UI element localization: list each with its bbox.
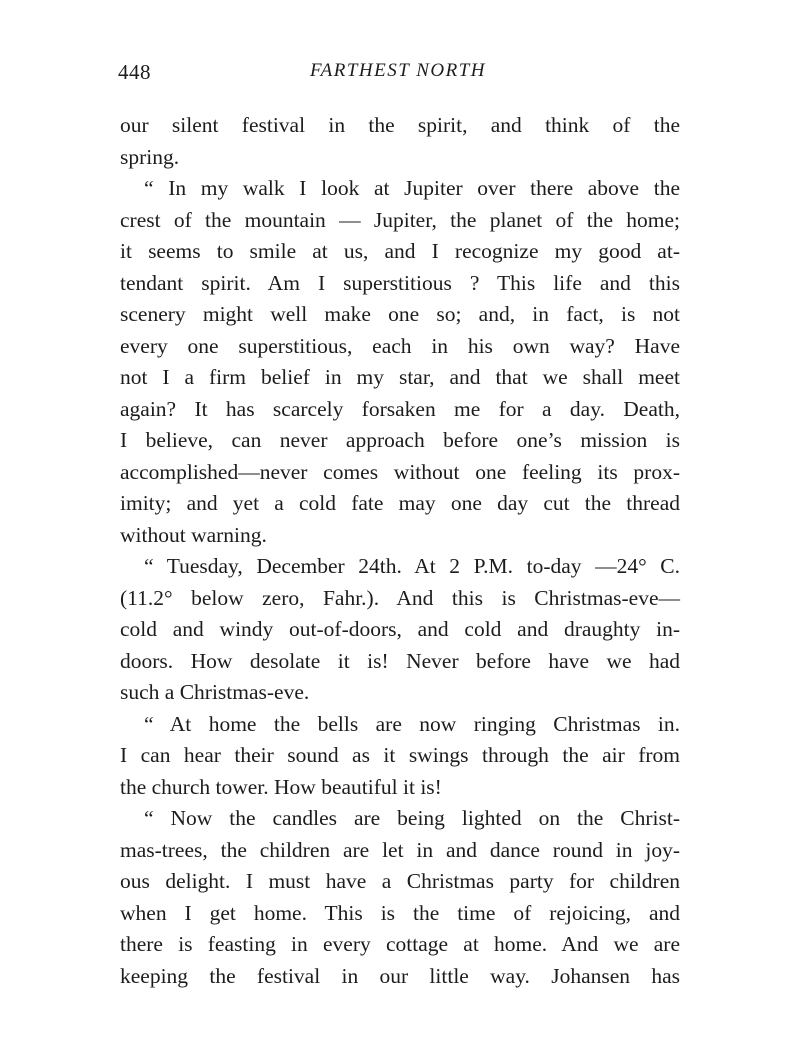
text-line: I can hear their sound as it swings through the air from xyxy=(120,743,680,767)
text-line: “ Now the candles are being lighted on the Christ- xyxy=(144,806,680,830)
text-line: “ At home the bells are now ringing Christmas in. xyxy=(144,711,680,736)
text-line: not I a firm belief in my star, and that we shall meet xyxy=(120,365,680,389)
text-line: scenery might well make one so; and, in fact, is not xyxy=(120,302,680,326)
text-line: imity; and yet a cold fate may one day cut the thread xyxy=(120,491,680,515)
text-line: ous delight. I must have a Christmas party for children xyxy=(120,869,680,893)
text-line: accomplished—never comes without one feeling its prox- xyxy=(120,459,680,484)
text-line: the church tower. How beautiful it is! xyxy=(120,774,442,799)
text-line: it seems to smile at us, and I recognize my good at- xyxy=(120,239,680,263)
text-line: every one superstitious, each in his own way? Have xyxy=(120,333,680,358)
running-head xyxy=(118,60,678,90)
page-number: 448 xyxy=(118,60,151,84)
text-line: again? It has scarcely forsaken me for a day. Death, xyxy=(120,396,680,421)
text-line: there is feasting in every cottage at home. And we are xyxy=(120,932,680,956)
running-title: FARTHEST NORTH xyxy=(309,60,487,81)
text-line: “ Tuesday, December 24th. At 2 P.M. to-day —24° C. xyxy=(144,554,680,578)
text-line: spring. xyxy=(120,144,180,169)
text-line: keeping the festival in our little way. Johansen has xyxy=(120,963,680,988)
text-line: cold and windy out-of-doors, and cold and draughty in- xyxy=(120,617,680,641)
text-line: mas-trees, the children are let in and dance round in joy- xyxy=(120,837,680,862)
text-line: I believe, can never approach before one’s mission is xyxy=(120,428,680,452)
text-line: (11.2° below zero, Fahr.). And this is Christmas-eve— xyxy=(120,585,680,610)
text-line: such a Christmas-eve. xyxy=(120,680,310,704)
text-line: tendant spirit. Am I superstitious ? This life and this xyxy=(120,270,680,295)
text-line: doors. How desolate it is! Never before have we had xyxy=(120,648,680,673)
body-text xyxy=(120,110,680,992)
text-line: “ In my walk I look at Jupiter over there above the xyxy=(144,176,680,200)
text-line: without warning. xyxy=(120,522,267,547)
text-line: when I get home. This is the time of rejoicing, and xyxy=(120,900,680,925)
text-line: crest of the mountain — Jupiter, the planet of the home; xyxy=(120,207,680,232)
text-line: our silent festival in the spirit, and think of the xyxy=(120,113,680,137)
